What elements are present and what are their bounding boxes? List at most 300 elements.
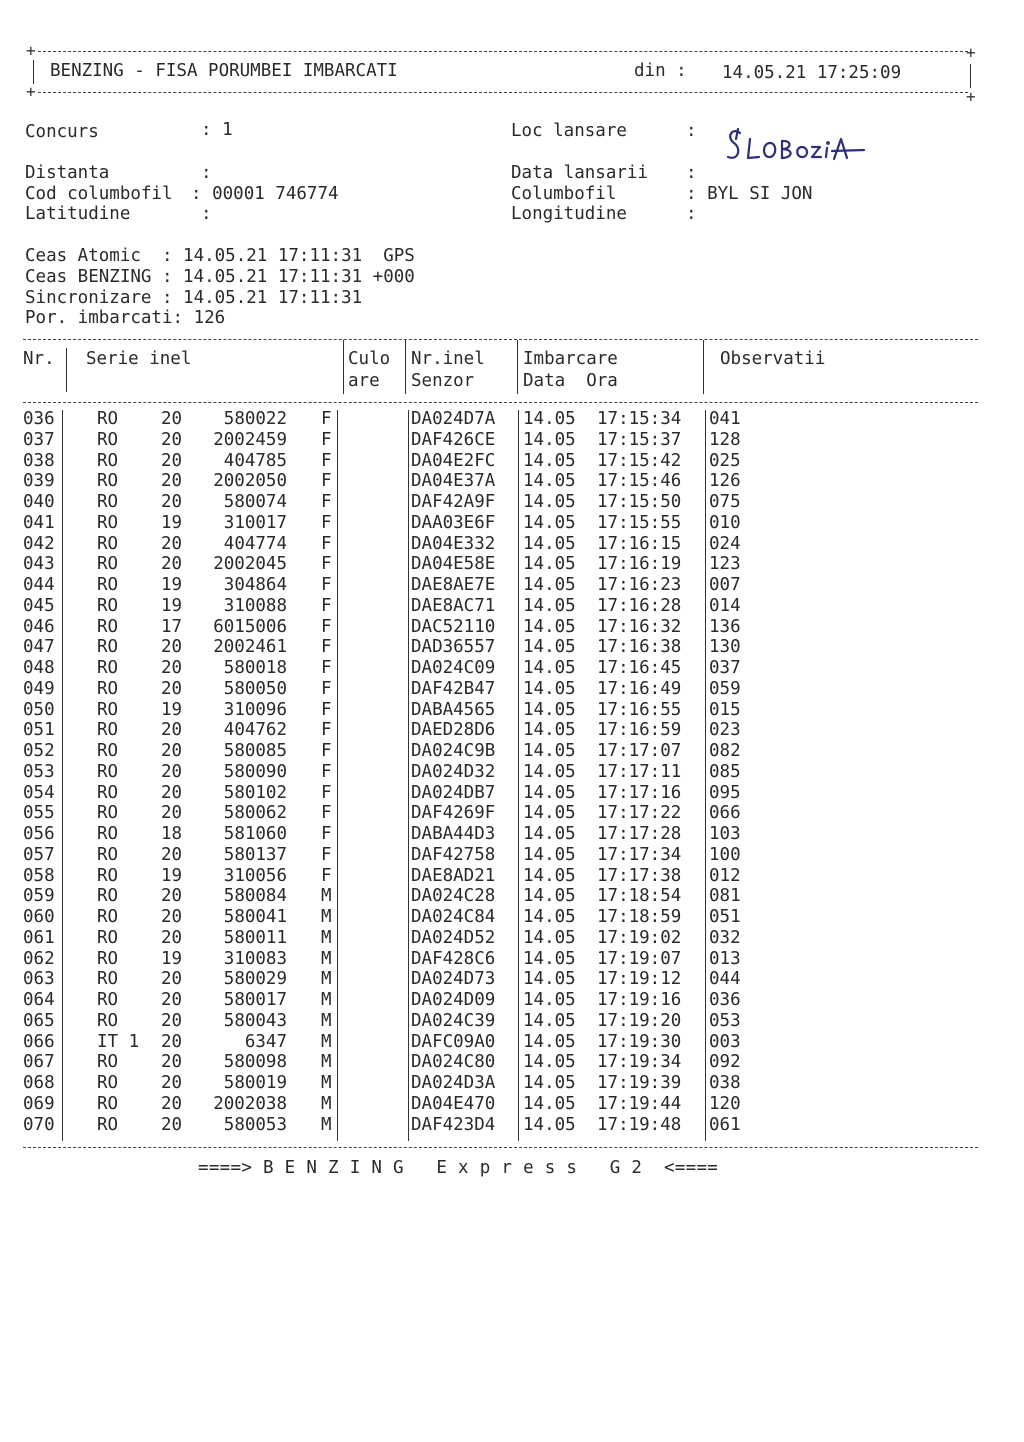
cell-observatii: 032	[709, 927, 741, 948]
cell-data: 14.05	[523, 948, 576, 969]
table-row	[23, 803, 978, 824]
label-columbofil: Columbofil	[511, 184, 617, 204]
header-nr: Nr.	[23, 349, 55, 369]
cell-nr: 064	[23, 990, 55, 1010]
cell-data: 14.05	[523, 990, 576, 1010]
cell-serie: 404774	[223, 533, 287, 554]
cell-sex: F	[321, 450, 332, 471]
cell-data: 14.05	[523, 658, 576, 678]
cell-sex: F	[321, 844, 332, 865]
cell-nr: 048	[23, 658, 55, 678]
cell-observatii: 053	[709, 1010, 741, 1031]
cell-data: 14.05	[523, 1031, 576, 1052]
cell-senzor: DA024DB7	[411, 782, 496, 803]
cell-observatii: 075	[709, 492, 741, 512]
porumbei-imbarcati-line: Por. imbarcati: 126	[25, 308, 226, 328]
cell-senzor: DAF426CE	[411, 429, 496, 450]
cell-senzor: DAE8AD21	[411, 865, 496, 886]
cell-an: 19	[161, 512, 183, 533]
cell-ora: 17:19:39	[597, 1073, 682, 1093]
cell-data: 14.05	[523, 803, 576, 824]
cell-ora: 17:15:34	[597, 409, 682, 429]
cell-tara: RO	[97, 492, 119, 512]
header-nr-inel-1: Nr.inel	[411, 349, 485, 369]
cell-sex: F	[321, 554, 332, 575]
cell-sex: F	[321, 533, 332, 554]
cell-sex: M	[321, 886, 332, 907]
cell-serie: 580050	[223, 678, 287, 699]
cell-nr: 046	[23, 616, 55, 637]
cell-ora: 17:16:32	[597, 616, 682, 637]
cell-sex: F	[321, 761, 332, 782]
cell-serie: 310088	[223, 595, 287, 616]
cell-data: 14.05	[523, 1010, 576, 1031]
cell-tara: RO	[97, 824, 119, 844]
table-row	[23, 1115, 978, 1136]
cell-ora: 17:19:12	[597, 969, 682, 990]
cell-nr: 050	[23, 699, 55, 720]
cell-observatii: 120	[709, 1093, 741, 1114]
cell-nr: 057	[23, 844, 55, 865]
cell-senzor: DAFC09A0	[411, 1031, 496, 1052]
cell-observatii: 023	[709, 720, 741, 741]
cell-nr: 043	[23, 554, 55, 575]
header-left-border	[33, 60, 34, 84]
cell-observatii: 085	[709, 761, 741, 782]
cell-tara: RO	[97, 803, 119, 824]
table-row	[23, 596, 978, 617]
table-header-border	[23, 402, 978, 403]
cell-nr: 040	[23, 492, 55, 512]
cell-ora: 17:17:22	[597, 803, 682, 824]
cell-serie: 580029	[223, 969, 287, 990]
cell-senzor: DA024D3A	[411, 1073, 496, 1093]
cell-an: 17	[161, 616, 183, 637]
cell-ora: 17:17:34	[597, 844, 682, 865]
cell-tara: RO	[97, 678, 119, 699]
cell-sex: M	[321, 990, 332, 1010]
cell-observatii: 128	[709, 429, 741, 450]
cell-an: 20	[161, 886, 183, 907]
cell-an: 20	[161, 409, 183, 429]
table-row	[23, 886, 978, 907]
columbofil-value: : BYL SI JON	[686, 184, 813, 204]
label-loc-lansare: Loc lansare	[511, 121, 627, 141]
cell-observatii: 126	[709, 471, 741, 492]
cell-senzor: DA04E2FC	[411, 450, 496, 471]
col-line-senzor	[517, 340, 518, 394]
cell-nr: 044	[23, 575, 55, 595]
ceas-benzing-line: Ceas BENZING : 14.05.21 17:11:31 +000	[25, 267, 415, 287]
cell-ora: 17:17:28	[597, 824, 682, 844]
cell-ora: 17:15:55	[597, 512, 682, 533]
cell-senzor: DA024C80	[411, 1052, 496, 1073]
cell-sex: F	[321, 865, 332, 886]
cell-data: 14.05	[523, 782, 576, 803]
cell-tara: RO	[97, 1073, 119, 1093]
cell-an: 20	[161, 720, 183, 741]
cell-nr: 049	[23, 678, 55, 699]
cell-nr: 067	[23, 1052, 55, 1073]
box-corner: +	[26, 41, 36, 60]
cell-sex: F	[321, 699, 332, 720]
header-culoare-2: are	[348, 371, 380, 391]
cell-serie: 580017	[223, 990, 287, 1010]
cell-sex: F	[321, 824, 332, 844]
cell-an: 20	[161, 782, 183, 803]
cell-an: 20	[161, 1114, 183, 1135]
cell-observatii: 014	[709, 595, 741, 616]
cell-an: 20	[161, 554, 183, 575]
longitudine-sep: :	[686, 204, 697, 224]
data-lansarii-sep: :	[686, 163, 697, 183]
cell-ora: 17:19:16	[597, 990, 682, 1010]
cell-senzor: DAF428C6	[411, 948, 496, 969]
cell-an: 20	[161, 990, 183, 1010]
cell-serie: 310083	[223, 948, 287, 969]
cell-serie: 6015006	[213, 616, 287, 637]
table-row	[23, 720, 978, 741]
cell-sex: F	[321, 803, 332, 824]
box-corner: +	[966, 87, 976, 106]
cell-ora: 17:16:15	[597, 533, 682, 554]
table-row	[23, 430, 978, 451]
cell-senzor: DA024C39	[411, 1010, 496, 1031]
table-row	[23, 492, 978, 513]
cell-nr: 038	[23, 450, 55, 471]
cell-nr: 054	[23, 782, 55, 803]
cell-tara: RO	[97, 595, 119, 616]
col-line-nr	[66, 348, 67, 392]
cell-observatii: 136	[709, 616, 741, 637]
cell-tara: RO	[97, 1093, 119, 1114]
cell-observatii: 007	[709, 575, 741, 595]
cell-senzor: DA04E470	[411, 1093, 496, 1114]
label-cod-columbofil: Cod columbofil	[25, 184, 173, 204]
cell-an: 20	[161, 1031, 183, 1052]
cell-sex: F	[321, 616, 332, 637]
cell-serie: 580011	[223, 927, 287, 948]
table-row	[23, 534, 978, 555]
cell-tara: RO	[97, 533, 119, 554]
label-concurs: Concurs	[25, 122, 99, 142]
cell-tara: RO	[97, 429, 119, 450]
cell-serie: 580098	[223, 1052, 287, 1073]
cell-senzor: DAED28D6	[411, 720, 496, 741]
cell-serie: 2002038	[213, 1093, 287, 1114]
table-row	[23, 575, 978, 596]
cell-sex: M	[321, 1052, 332, 1073]
cell-ora: 17:16:59	[597, 720, 682, 741]
cell-data: 14.05	[523, 409, 576, 429]
cell-serie: 2002461	[213, 637, 287, 658]
header-culoare-1: Culo	[348, 349, 391, 369]
cell-tara: RO	[97, 658, 119, 678]
cell-nr: 037	[23, 429, 55, 450]
cell-an: 20	[161, 927, 183, 948]
cell-observatii: 082	[709, 741, 741, 761]
cell-sex: F	[321, 782, 332, 803]
cell-an: 19	[161, 595, 183, 616]
cell-an: 19	[161, 948, 183, 969]
cell-serie: 580053	[223, 1114, 287, 1135]
cell-nr: 059	[23, 886, 55, 907]
cell-data: 14.05	[523, 471, 576, 492]
cell-an: 20	[161, 907, 183, 927]
cell-senzor: DA024D32	[411, 761, 496, 782]
cell-observatii: 103	[709, 824, 741, 844]
cell-sex: M	[321, 907, 332, 927]
cell-serie: 580022	[223, 409, 287, 429]
table-row	[23, 907, 978, 928]
cell-ora: 17:18:54	[597, 886, 682, 907]
cell-tara: RO	[97, 554, 119, 575]
table-row	[23, 1011, 978, 1032]
cell-observatii: 061	[709, 1114, 741, 1135]
cell-nr: 063	[23, 969, 55, 990]
table-top-border	[23, 339, 978, 340]
cell-ora: 17:16:55	[597, 699, 682, 720]
header-right-border	[970, 64, 971, 88]
cell-senzor: DABA44D3	[411, 824, 496, 844]
cell-tara: RO	[97, 1052, 119, 1073]
table-row	[23, 513, 978, 534]
cell-ora: 17:16:45	[597, 658, 682, 678]
label-latitudine: Latitudine	[25, 204, 131, 224]
cell-sex: M	[321, 948, 332, 969]
table-row	[23, 824, 978, 845]
cell-nr: 055	[23, 803, 55, 824]
cell-observatii: 024	[709, 533, 741, 554]
cell-data: 14.05	[523, 886, 576, 907]
cell-an: 20	[161, 658, 183, 678]
cell-senzor: DAA03E6F	[411, 512, 496, 533]
cell-senzor: DAE8AE7E	[411, 575, 496, 595]
cell-observatii: 059	[709, 678, 741, 699]
cell-an: 20	[161, 803, 183, 824]
cell-tara: RO	[97, 1114, 119, 1135]
table-row	[23, 554, 978, 575]
cell-an: 20	[161, 969, 183, 990]
cell-observatii: 036	[709, 990, 741, 1010]
cell-senzor: DA024D73	[411, 969, 496, 990]
table-row	[23, 928, 978, 949]
cell-data: 14.05	[523, 1052, 576, 1073]
cell-tara: RO	[97, 907, 119, 927]
cell-tara: RO	[97, 782, 119, 803]
cell-ora: 17:16:38	[597, 637, 682, 658]
cell-tara: RO	[97, 512, 119, 533]
cell-ora: 17:15:46	[597, 471, 682, 492]
cell-an: 20	[161, 533, 183, 554]
cell-senzor: DA024D52	[411, 927, 496, 948]
table-bottom-border	[23, 1147, 978, 1148]
cell-data: 14.05	[523, 533, 576, 554]
pigeon-table	[23, 336, 983, 1166]
header-observatii: Observatii	[720, 349, 826, 369]
col-line-serie-body	[337, 410, 338, 1141]
table-row	[23, 451, 978, 472]
cell-sex: F	[321, 471, 332, 492]
cell-tara: RO	[97, 699, 119, 720]
cell-nr: 036	[23, 409, 55, 429]
cell-tara: RO	[97, 720, 119, 741]
cell-serie: 404762	[223, 720, 287, 741]
cell-observatii: 123	[709, 554, 741, 575]
cell-ora: 17:17:07	[597, 741, 682, 761]
cell-serie: 2002050	[213, 471, 287, 492]
table-row	[23, 471, 978, 492]
cell-tara: IT 1	[97, 1031, 140, 1052]
cell-nr: 053	[23, 761, 55, 782]
header-bottom-border	[38, 92, 968, 93]
cell-senzor: DAF4269F	[411, 803, 496, 824]
cod-columbofil-value: : 00001 746774	[191, 184, 339, 204]
cell-observatii: 038	[709, 1073, 741, 1093]
cell-an: 19	[161, 699, 183, 720]
table-row	[23, 409, 978, 430]
cell-senzor: DAD36557	[411, 637, 496, 658]
cell-ora: 17:19:30	[597, 1031, 682, 1052]
cell-data: 14.05	[523, 678, 576, 699]
cell-an: 18	[161, 824, 183, 844]
cell-sex: M	[321, 1031, 332, 1052]
cell-sex: F	[321, 658, 332, 678]
cell-nr: 047	[23, 637, 55, 658]
table-row	[23, 637, 978, 658]
cell-observatii: 095	[709, 782, 741, 803]
cell-nr: 052	[23, 741, 55, 761]
cell-observatii: 081	[709, 886, 741, 907]
col-line-senzor-body	[408, 410, 409, 1141]
cell-senzor: DA024D09	[411, 990, 496, 1010]
cell-an: 20	[161, 844, 183, 865]
cell-senzor: DA024D7A	[411, 409, 496, 429]
cell-an: 20	[161, 741, 183, 761]
cell-sex: M	[321, 1073, 332, 1093]
footer-device-name: ====> B E N Z I N G E x p r e s s G 2 <====	[198, 1158, 719, 1178]
box-corner: +	[26, 82, 36, 101]
cell-tara: RO	[97, 1010, 119, 1031]
cell-nr: 061	[23, 927, 55, 948]
cell-serie: 580074	[223, 492, 287, 512]
cell-tara: RO	[97, 865, 119, 886]
cell-ora: 17:17:38	[597, 865, 682, 886]
cell-data: 14.05	[523, 761, 576, 782]
header-imbarcare-2: Data Ora	[523, 371, 618, 391]
cell-an: 20	[161, 761, 183, 782]
cell-an: 20	[161, 1010, 183, 1031]
report-datetime: 14.05.21 17:25:09	[722, 63, 902, 83]
cell-nr: 060	[23, 907, 55, 927]
col-line-nr-body	[62, 410, 63, 1141]
cell-an: 20	[161, 637, 183, 658]
table-row	[23, 783, 978, 804]
cell-serie: 310017	[223, 512, 287, 533]
col-line-obs-body	[705, 410, 706, 1141]
distanta-sep: :	[201, 163, 212, 183]
cell-nr: 070	[23, 1114, 55, 1135]
cell-serie: 404785	[223, 450, 287, 471]
cell-ora: 17:15:50	[597, 492, 682, 512]
cell-sex: F	[321, 429, 332, 450]
cell-sex: F	[321, 575, 332, 595]
header-imbarcare-1: Imbarcare	[523, 349, 618, 369]
cell-an: 20	[161, 492, 183, 512]
cell-senzor: DA04E58E	[411, 554, 496, 575]
cell-tara: RO	[97, 471, 119, 492]
label-data-lansarii: Data lansarii	[511, 163, 648, 183]
cell-serie: 580085	[223, 741, 287, 761]
cell-sex: M	[321, 927, 332, 948]
cell-data: 14.05	[523, 637, 576, 658]
cell-data: 14.05	[523, 1114, 576, 1135]
cell-data: 14.05	[523, 554, 576, 575]
cell-tara: RO	[97, 450, 119, 471]
cell-serie: 2002045	[213, 554, 287, 575]
cell-ora: 17:15:37	[597, 429, 682, 450]
col-line-serie	[343, 340, 344, 394]
cell-sex: M	[321, 1010, 332, 1031]
cell-tara: RO	[97, 886, 119, 907]
table-row	[23, 990, 978, 1011]
cell-nr: 058	[23, 865, 55, 886]
cell-serie: 580090	[223, 761, 287, 782]
cell-an: 20	[161, 429, 183, 450]
cell-senzor: DA024C84	[411, 907, 496, 927]
cell-ora: 17:16:19	[597, 554, 682, 575]
label-distanta: Distanta	[25, 163, 110, 183]
cell-senzor: DAF42758	[411, 844, 496, 865]
cell-data: 14.05	[523, 450, 576, 471]
table-row	[23, 741, 978, 762]
concurs-value: : 1	[201, 120, 233, 140]
cell-ora: 17:16:28	[597, 595, 682, 616]
cell-observatii: 003	[709, 1031, 741, 1052]
col-line-imbarcare-body	[518, 410, 519, 1141]
table-row	[23, 949, 978, 970]
cell-nr: 045	[23, 595, 55, 616]
cell-an: 19	[161, 575, 183, 595]
table-row	[23, 866, 978, 887]
cell-data: 14.05	[523, 844, 576, 865]
cell-tara: RO	[97, 761, 119, 782]
cell-ora: 17:16:23	[597, 575, 682, 595]
cell-nr: 041	[23, 512, 55, 533]
cell-an: 20	[161, 471, 183, 492]
cell-nr: 066	[23, 1031, 55, 1052]
cell-an: 20	[161, 1052, 183, 1073]
table-row	[23, 1052, 978, 1073]
cell-data: 14.05	[523, 969, 576, 990]
cell-data: 14.05	[523, 907, 576, 927]
cell-observatii: 051	[709, 907, 741, 927]
cell-sex: F	[321, 595, 332, 616]
cell-observatii: 012	[709, 865, 741, 886]
cell-data: 14.05	[523, 595, 576, 616]
cell-tara: RO	[97, 575, 119, 595]
ceas-atomic-line: Ceas Atomic : 14.05.21 17:11:31 GPS	[25, 246, 415, 266]
cell-nr: 068	[23, 1073, 55, 1093]
cell-observatii: 041	[709, 409, 741, 429]
cell-observatii: 025	[709, 450, 741, 471]
table-row	[23, 1032, 978, 1053]
cell-observatii: 100	[709, 844, 741, 865]
cell-senzor: DA04E37A	[411, 471, 496, 492]
cell-observatii: 037	[709, 658, 741, 678]
col-line-imbarcare	[703, 340, 704, 394]
cell-observatii: 092	[709, 1052, 741, 1073]
